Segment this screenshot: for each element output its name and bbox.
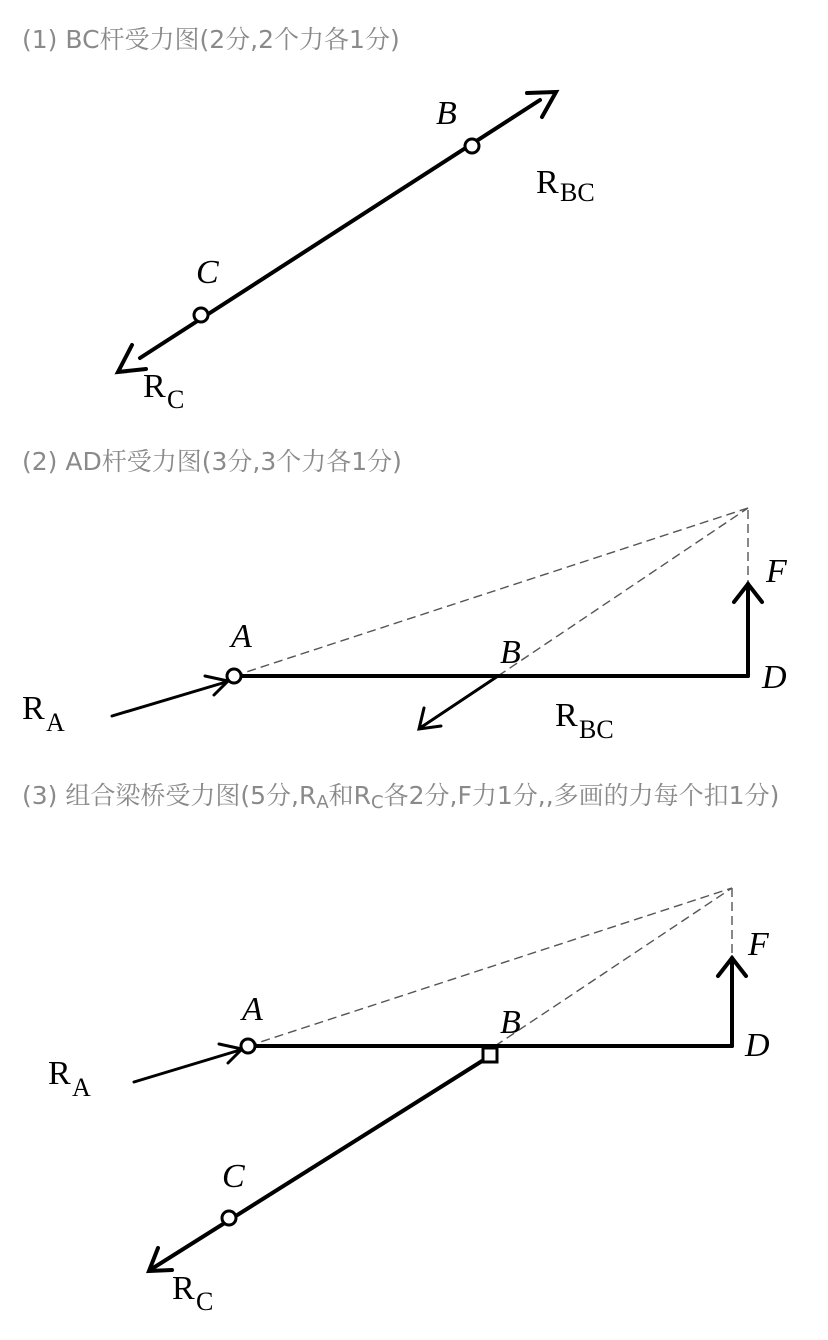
label-point-c: C <box>196 254 219 291</box>
label-point-a: A <box>231 618 252 655</box>
label-force-rc <box>143 368 184 414</box>
caption-bc-rod: (1) BC杆受力图(2分,2个力各1分) <box>22 25 400 54</box>
hinge-b <box>465 139 479 153</box>
dashed-line-a <box>248 888 732 1046</box>
hinge-c <box>194 308 208 322</box>
svg-text:R: R <box>555 697 578 734</box>
diagram-ad-rod <box>0 490 828 760</box>
svg-text:C: C <box>196 1287 214 1316</box>
svg-text:A: A <box>72 1073 91 1102</box>
label-point-c: C <box>222 1158 245 1195</box>
svg-text:R: R <box>172 1270 195 1307</box>
label-force-rc <box>172 1270 213 1316</box>
force-ra-line <box>112 682 226 716</box>
svg-text:R: R <box>143 368 166 405</box>
svg-text:R: R <box>48 1055 71 1092</box>
svg-text:C: C <box>167 385 185 414</box>
hinge-a <box>241 1039 255 1053</box>
svg-text:BC: BC <box>560 178 595 207</box>
label-force-ra <box>48 1055 91 1102</box>
label-point-b: B <box>436 95 457 132</box>
diagram-combined-beam <box>0 880 828 1340</box>
hinge-c <box>222 1211 236 1225</box>
svg-text:R: R <box>22 690 45 727</box>
svg-text:BC: BC <box>579 715 614 744</box>
label-point-d: D <box>745 1027 770 1064</box>
bc-rod-line <box>150 1056 490 1270</box>
hinge-a <box>227 669 241 683</box>
label-point-b: B <box>500 1004 521 1041</box>
label-force-ra <box>22 690 65 737</box>
svg-text:A: A <box>46 708 65 737</box>
dashed-line-a <box>234 508 748 676</box>
dashed-line-b <box>498 508 748 676</box>
label-point-d: D <box>762 659 787 696</box>
caption-ad-rod: (2) AD杆受力图(3分,3个力各1分) <box>22 447 402 476</box>
svg-text:R: R <box>536 164 559 201</box>
hinge-b <box>483 1048 497 1062</box>
label-force-rbc <box>536 164 595 207</box>
dashed-line-b <box>495 888 732 1046</box>
label-force-rbc <box>555 697 614 744</box>
label-point-a: A <box>242 991 263 1028</box>
diagram-bc-rod <box>0 60 828 430</box>
label-force-f: F <box>766 553 787 590</box>
label-point-b: B <box>500 634 521 671</box>
force-ra-line <box>134 1050 240 1082</box>
label-force-f: F <box>748 926 769 963</box>
force-rbc-line <box>420 676 498 728</box>
caption-combined-beam: (3) 组合梁桥受力图(5分$,R_A$和$R_C$各2分,F力1分,,多画的力每个扣1分) <box>22 781 780 813</box>
